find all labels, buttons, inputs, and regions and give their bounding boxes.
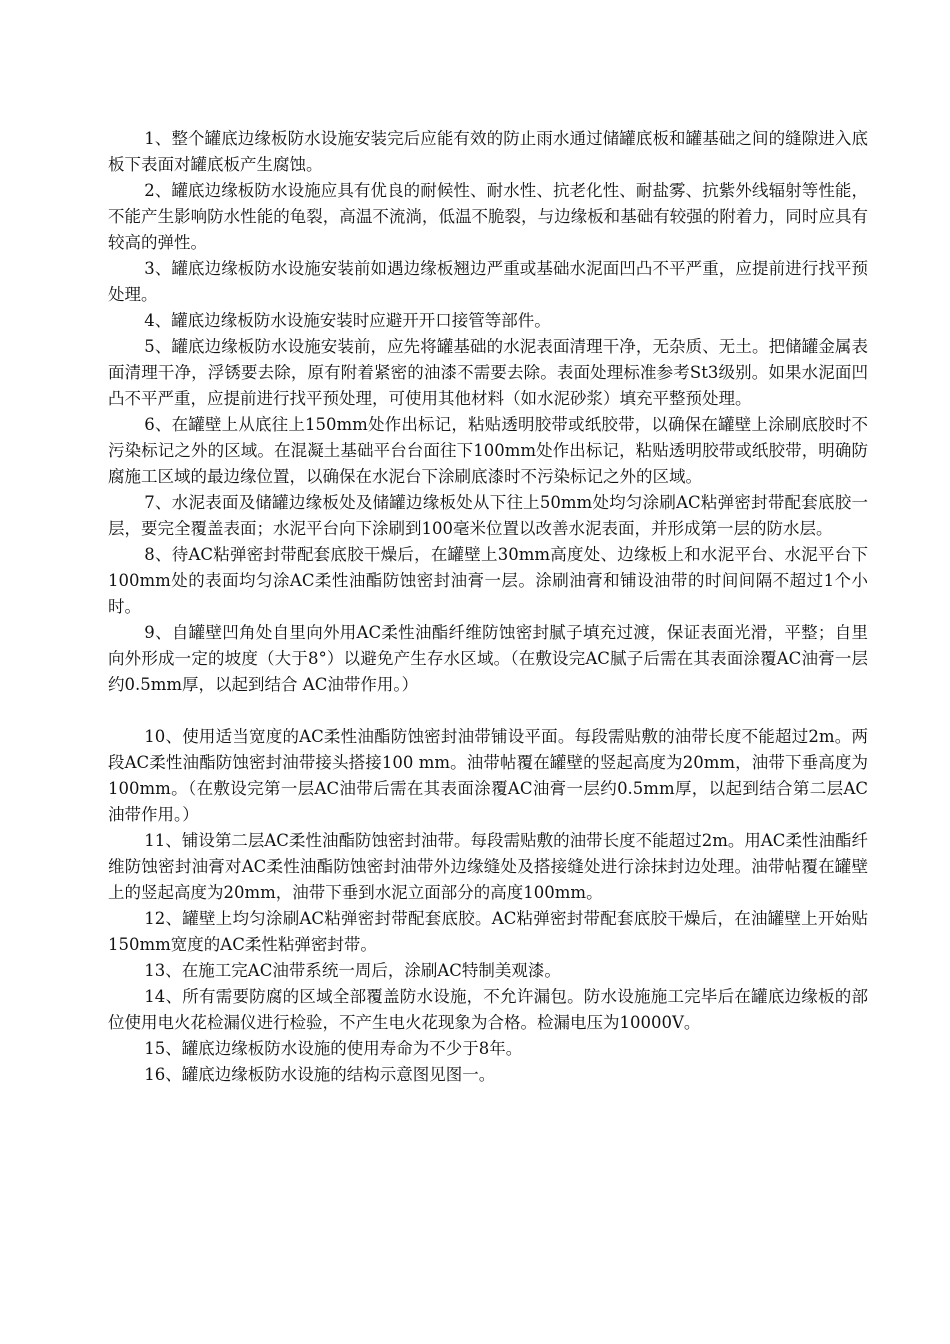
- paragraph-5: 5、罐底边缘板防水设施安装前，应先将罐基础的水泥表面清理干净，无杂质、无土。把储罐金属表面清理干净，浮锈要去除，原有附着紧密的油漆不需要去除。表面处理标准参考St3级别。如果水泥面凹凸不平严重，应提前进行找平预处理，可使用其他材料（如水泥砂浆）填充平整预处理。: [108, 337, 868, 408]
- paragraph-15: 15、罐底边缘板防水设施的使用寿命为不少于8年。: [144, 1039, 523, 1058]
- paragraph-3: 3、罐底边缘板防水设施安装前如遇边缘板翘边严重或基础水泥面凹凸不平严重，应提前进行找平预处理。: [108, 259, 868, 304]
- paragraph-gap: [108, 698, 868, 724]
- paragraph-16: 16、罐底边缘板防水设施的结构示意图见图一。: [144, 1065, 496, 1084]
- paragraph-13: 13、在施工完AC油带系统一周后，涂刷AC特制美观漆。: [144, 961, 561, 980]
- paragraph-12: 12、罐壁上均匀涂刷AC粘弹密封带配套底胶。AC粘弹密封带配套底胶干燥后，在油罐壁上开始贴150mm宽度的AC柔性粘弹密封带。: [108, 909, 868, 954]
- paragraph-1: 1、整个罐底边缘板防水设施安装完后应能有效的防止雨水通过储罐底板和罐基础之间的缝隙进入底板下表面对罐底板产生腐蚀。: [108, 129, 868, 174]
- document-body: [108, 126, 868, 1088]
- paragraph-9: 9、自罐壁凹角处自里向外用AC柔性油酯纤维防蚀密封腻子填充过渡，保证表面光滑，平整；自里向外形成一定的坡度（大于8°）以避免产生存水区域。（在敷设完AC腻子后需在其表面涂覆AC油膏一层约0.5mm厚，以起到结合 AC油带作用。）: [108, 623, 868, 694]
- paragraph-4: 4、罐底边缘板防水设施安装时应避开开口接管等部件。: [144, 311, 551, 330]
- paragraph-11: 11、铺设第二层AC柔性油酯防蚀密封油带。每段需贴敷的油带长度不能超过2m。用AC柔性油酯纤维防蚀密封油膏对AC柔性油酯防蚀密封油带外边缘缝处及搭接缝处进行涂抹封边处理。油带帖覆在罐壁上的竖起高度为20mm，油带下垂到水泥立面部分的高度100mm。: [108, 831, 868, 902]
- paragraph-14: 14、所有需要防腐的区域全部覆盖防水设施，不允许漏包。防水设施施工完毕后在罐底边缘板的部位使用电火花检漏仪进行检验，不产生电火花现象为合格。检漏电压为10000V。: [108, 987, 868, 1032]
- paragraph-8: 8、待AC粘弹密封带配套底胶干燥后，在罐壁上30mm高度处、边缘板上和水泥平台、水泥平台下100mm处的表面均匀涂AC柔性油酯防蚀密封油膏一层。涂刷油膏和铺设油带的时间间隔不超过1个小时。: [108, 545, 868, 616]
- paragraph-10: 10、使用适当宽度的AC柔性油酯防蚀密封油带铺设平面。每段需贴敷的油带长度不能超过2m。两段AC柔性油酯防蚀密封油带接头搭接100 mm。油带帖覆在罐壁的竖起高度为20mm，油带下垂高度为100mm。（在敷设完第一层AC油带后需在其表面涂覆AC油膏一层约0.5mm厚，以起到结合第二层AC油带作用。）: [108, 727, 868, 824]
- paragraph-6: 6、在罐壁上从底往上150mm处作出标记，粘贴透明胶带或纸胶带，以确保在罐壁上涂刷底胶时不污染标记之外的区域。在混凝土基础平台台面往下100mm处作出标记，粘贴透明胶带或纸胶带，明确防腐施工区域的最边缘位置，以确保在水泥台下涂刷底漆时不污染标记之外的区域。: [108, 415, 868, 486]
- paragraph-2: 2、罐底边缘板防水设施应具有优良的耐候性、耐水性、抗老化性、耐盐雾、抗紫外线辐射等性能，不能产生影响防水性能的龟裂，高温不流淌，低温不脆裂，与边缘板和基础有较强的附着力，同时应具有较高的弹性。: [108, 181, 868, 252]
- paragraph-7: 7、水泥表面及储罐边缘板处及储罐边缘板处从下往上50mm处均匀涂刷AC粘弹密封带配套底胶一层，要完全覆盖表面；水泥平台向下涂刷到100毫米位置以改善水泥表面，并形成第一层的防水层。: [108, 493, 868, 538]
